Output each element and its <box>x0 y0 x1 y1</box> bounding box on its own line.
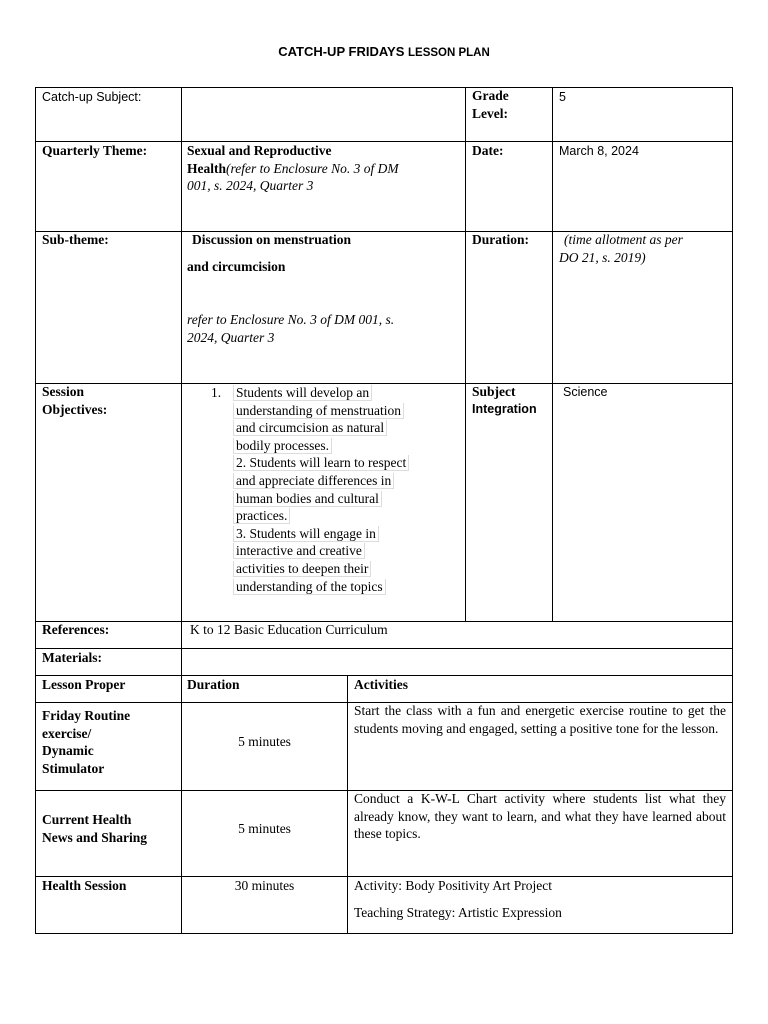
column-divider <box>181 87 182 934</box>
subtheme-line: Discussion on menstruation <box>192 232 352 247</box>
duration-label: Duration: <box>472 232 529 247</box>
column-divider <box>347 675 348 934</box>
objective-line: 3. Students will engage in <box>233 526 379 542</box>
duration-value-line: (time allotment as per <box>564 232 683 247</box>
quarterly-theme-italic: (refer to Enclosure No. 3 of DM <box>226 160 399 176</box>
objective-line: and appreciate differences in <box>233 473 394 489</box>
row-activity: Conduct a K-W-L Chart activity where students list what they already know, they want to learn, and what they have learned about these topics. <box>354 791 726 841</box>
title-tail: LESSON PLAN <box>408 47 490 59</box>
row-label-line: Stimulator <box>42 760 105 776</box>
quarterly-theme-value <box>187 142 462 195</box>
row-label-line: Dynamic <box>42 743 94 758</box>
lesson-header-activities: Activities <box>354 677 408 692</box>
session-objectives-label-line: Session <box>42 384 85 399</box>
lesson-header-lesson-proper: Lesson Proper <box>42 677 126 692</box>
table-border-bottom <box>35 933 733 934</box>
grade-label-line: Grade <box>472 88 509 103</box>
subject-integration-line: Subject <box>472 384 516 399</box>
objective-line-row <box>233 384 461 402</box>
table-border-left <box>35 87 36 934</box>
objective-line-row <box>233 419 461 437</box>
quarterly-theme-line: Sexual and Reproductive <box>187 143 332 158</box>
objective-line-row <box>233 402 461 420</box>
catchup-subject-label: Catch-up Subject: <box>42 90 142 104</box>
objective-line-row <box>233 490 461 508</box>
objective-line-row <box>233 525 461 543</box>
subject-integration-line: Integration <box>472 401 537 416</box>
objective-line-row <box>233 454 461 472</box>
grade-label-line: Level: <box>472 105 508 121</box>
session-objectives-label <box>42 383 107 418</box>
date-value: March 8, 2024 <box>559 144 639 158</box>
table-border-top <box>35 87 733 88</box>
objective-line-row <box>233 542 461 560</box>
row-duration: 5 minutes <box>238 821 291 836</box>
subtheme-reference-line: 2024, Quarter 3 <box>187 329 275 345</box>
row-duration: 5 minutes <box>238 734 291 749</box>
lesson-plan-table <box>35 87 733 934</box>
row-label-line: News and Sharing <box>42 829 148 845</box>
objective-line-row <box>233 578 461 596</box>
objective-line-row <box>233 437 461 455</box>
references-label: References: <box>42 622 110 637</box>
title-main: CATCH-UP FRIDAYS <box>278 44 405 59</box>
objectives-number: 1. <box>211 385 222 400</box>
subtheme-label: Sub-theme: <box>42 232 109 247</box>
table-row-label: Health Session <box>42 878 127 893</box>
row-duration: 30 minutes <box>234 878 295 893</box>
date-label: Date: <box>472 143 504 158</box>
table-row-label <box>42 811 147 846</box>
quarterly-theme-line: 001, s. 2024, Quarter 3 <box>187 178 314 193</box>
subject-integration-value: Science <box>563 385 608 399</box>
objective-line: understanding of menstruation <box>233 403 404 419</box>
subtheme-reference-line: refer to Enclosure No. 3 of DM 001, s. <box>187 312 395 327</box>
duration-value-line: DO 21, s. 2019) <box>559 249 646 265</box>
column-divider <box>465 87 466 622</box>
objective-line: bodily processes. <box>233 438 332 454</box>
objective-line: and circumcision as natural <box>233 420 387 436</box>
row-divider <box>35 648 733 649</box>
row-label-line: Friday Routine <box>42 708 131 723</box>
table-border-right <box>732 87 733 934</box>
subject-integration-label <box>472 383 537 418</box>
quarterly-theme-bold: Health <box>187 160 226 176</box>
grade-level-value: 5 <box>559 90 566 104</box>
session-objectives-label-line: Objectives: <box>42 401 108 417</box>
row-label-line: exercise/ <box>42 725 92 741</box>
objective-line: interactive and creative <box>233 543 365 559</box>
grade-level-label <box>472 87 509 122</box>
objective-line-row <box>233 507 461 525</box>
row-teaching-strategy: Teaching Strategy: Artistic Expression <box>354 905 562 920</box>
column-divider <box>552 87 553 622</box>
objective-line: practices. <box>233 508 290 524</box>
objective-line: 2. Students will learn to respect <box>233 455 409 471</box>
subtheme-line: and circumcision <box>187 259 286 274</box>
objective-line: activities to deepen their <box>233 561 371 577</box>
row-activity: Start the class with a fun and energetic exercise routine to get the students moving and engaged, setting a positive tone for the lesson. <box>354 703 726 736</box>
page-title <box>0 44 768 59</box>
objective-line-row <box>233 560 461 578</box>
objective-line: Students will develop an <box>233 385 372 401</box>
objectives-text <box>233 384 461 595</box>
lesson-header-duration: Duration <box>187 677 240 692</box>
objective-line: human bodies and cultural <box>233 491 382 507</box>
objective-line: understanding of the topics <box>233 579 386 595</box>
subtheme-reference <box>187 311 462 346</box>
row-label-line: Current Health <box>42 812 132 827</box>
duration-value <box>559 231 731 266</box>
references-value: K to 12 Basic Education Curriculum <box>190 622 388 637</box>
objective-line-row <box>233 472 461 490</box>
materials-label: Materials: <box>42 650 102 665</box>
table-row-label <box>42 707 130 777</box>
quarterly-theme-label: Quarterly Theme: <box>42 143 148 158</box>
row-activity: Activity: Body Positivity Art Project <box>354 878 553 893</box>
